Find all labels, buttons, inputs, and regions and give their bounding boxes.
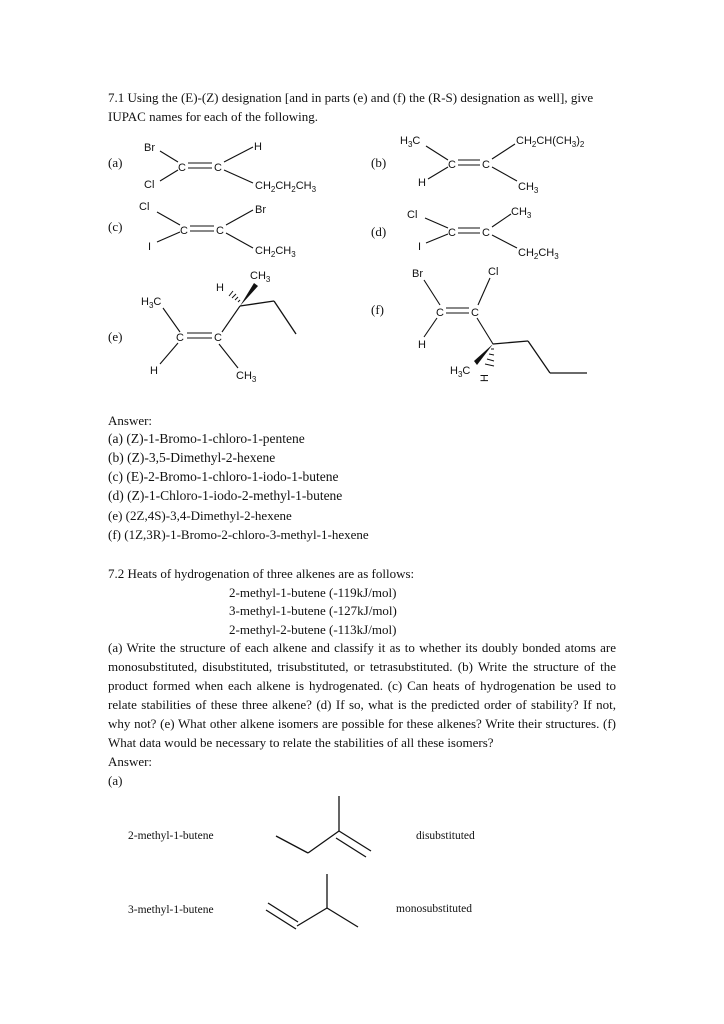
b-c2-label: C bbox=[482, 159, 490, 171]
structure-2-methyl-1-butene bbox=[276, 796, 371, 857]
a-br-label: Br bbox=[144, 142, 155, 154]
e-top-ch3-label: $CH_3$ bbox=[250, 270, 271, 284]
answer-f: (f) (1Z,3R)-1-Bromo-2-chloro-3-methyl-1-hexene bbox=[108, 527, 369, 542]
a-h-label: H bbox=[254, 141, 262, 153]
answer-d: (d) (Z)-1-Chloro-1-iodo-2-methyl-1-butene bbox=[108, 488, 343, 503]
b-h3c-label: $H_3C$ bbox=[400, 135, 421, 149]
b-ch3-label: $CH_3$ bbox=[518, 181, 539, 195]
structure-b bbox=[400, 135, 585, 195]
answer-e: (e) (2Z,4S)-3,4-Dimethyl-2-hexene bbox=[108, 508, 292, 523]
d-i-label: I bbox=[418, 241, 422, 253]
q72-heat-1: 2-methyl-1-butene (-119kJ/mol) bbox=[229, 585, 397, 600]
f-br-label: Br bbox=[412, 268, 423, 280]
answer-c: (c) (E)-2-Bromo-1-chloro-1-iodo-1-butene bbox=[108, 469, 339, 484]
row1-name: 2-methyl-1-butene bbox=[128, 830, 214, 842]
structure-f bbox=[412, 266, 587, 382]
q72-paragraph: (a) Write the structure of each alkene and classify it as to whether its doubly bonded atoms are monosubstituted, disubstituted, trisubstituted, or tetrasubstituted. (b) Write the structure of the product formed when each alkene is hydrogenated. (c) Can heats of hydrogenation be used to relate stabilities of these three alkene? (d) If so, what is the predicted order of stability? If not, why not? (e) What other alkene isomers are possible for these alkenes? Write their structures. (f) What data would be necessary to relate the stabilities of all these isomers? bbox=[108, 640, 616, 750]
b-isobutyl-label: $CH_2CH(CH_3)_2$ bbox=[516, 135, 585, 149]
e-wedge-bond bbox=[240, 283, 258, 306]
row2-name: 3-methyl-1-butene bbox=[128, 904, 214, 916]
part-label-d: (d) bbox=[371, 224, 387, 239]
structure-3-methyl-1-butene bbox=[266, 874, 358, 929]
a-c1-label: C bbox=[178, 162, 186, 174]
part-label-f: (f) bbox=[371, 302, 384, 317]
a-propyl-label: $CH_2CH_2CH_3$ bbox=[255, 180, 317, 194]
q72-part-a-label: (a) bbox=[108, 773, 123, 788]
d-c1-label: C bbox=[448, 227, 456, 239]
part-label-b: (b) bbox=[371, 155, 387, 170]
part-label-a: (a) bbox=[108, 155, 123, 170]
c-i-label: I bbox=[148, 241, 152, 253]
f-c1-label: C bbox=[436, 307, 444, 319]
structure-c bbox=[139, 201, 296, 259]
structure-a bbox=[144, 141, 317, 194]
b-h-label: H bbox=[418, 177, 426, 189]
f-c2-label: C bbox=[471, 307, 479, 319]
c-c2-label: C bbox=[216, 225, 224, 237]
f-cl-label: Cl bbox=[488, 266, 499, 278]
f-h-label: H bbox=[418, 339, 426, 351]
d-cl-label: Cl bbox=[407, 209, 418, 221]
q72-heat-3: 2-methyl-2-butene (-113kJ/mol) bbox=[229, 622, 397, 637]
c-c1-label: C bbox=[180, 225, 188, 237]
f-stereo-h-label: H bbox=[479, 374, 491, 382]
part-label-e: (e) bbox=[108, 329, 123, 344]
a-c2-label: C bbox=[214, 162, 222, 174]
d-ethyl-label: $CH_2CH_3$ bbox=[518, 247, 559, 261]
q71-text-line2: IUPAC names for each of the following. bbox=[108, 109, 319, 124]
part-label-c: (c) bbox=[108, 219, 123, 234]
q72-heat-2: 3-methyl-1-butene (-127kJ/mol) bbox=[229, 603, 397, 618]
row2-class: monosubstituted bbox=[396, 903, 473, 915]
c-ethyl-label: $CH_2CH_3$ bbox=[255, 245, 296, 259]
d-ch3-label: $CH_3$ bbox=[511, 206, 532, 220]
e-h-label: H bbox=[150, 365, 158, 377]
e-stereo-h-label: H bbox=[216, 282, 224, 294]
q72-answer-label: Answer: bbox=[108, 754, 153, 769]
answer-a: (a) (Z)-1-Bromo-1-chloro-1-pentene bbox=[108, 431, 305, 446]
e-c1-label: C bbox=[176, 332, 184, 344]
a-cl-label: Cl bbox=[144, 179, 155, 191]
e-h3c-label: $H_3C$ bbox=[141, 296, 162, 310]
q72-intro: 7.2 Heats of hydrogenation of three alkenes are as follows: bbox=[108, 566, 415, 581]
structure-e bbox=[141, 270, 296, 384]
e-c2-label: C bbox=[214, 332, 222, 344]
row1-class: disubstituted bbox=[416, 830, 475, 842]
c-cl-label: Cl bbox=[139, 201, 150, 213]
f-h3c-label: $H_3C$ bbox=[450, 365, 471, 379]
b-c1-label: C bbox=[448, 159, 456, 171]
answer-b: (b) (Z)-3,5-Dimethyl-2-hexene bbox=[108, 450, 276, 465]
structure-d bbox=[407, 206, 559, 261]
q71-answer-label: Answer: bbox=[108, 413, 153, 428]
e-ch3-label: $CH_3$ bbox=[236, 370, 257, 384]
d-c2-label: C bbox=[482, 227, 490, 239]
e-hash-bond bbox=[229, 291, 240, 302]
q71-text-line1: 7.1 Using the (E)-(Z) designation [and in parts (e) and (f) the (R-S) designation as well], give bbox=[108, 90, 594, 105]
c-br-label: Br bbox=[255, 204, 266, 216]
